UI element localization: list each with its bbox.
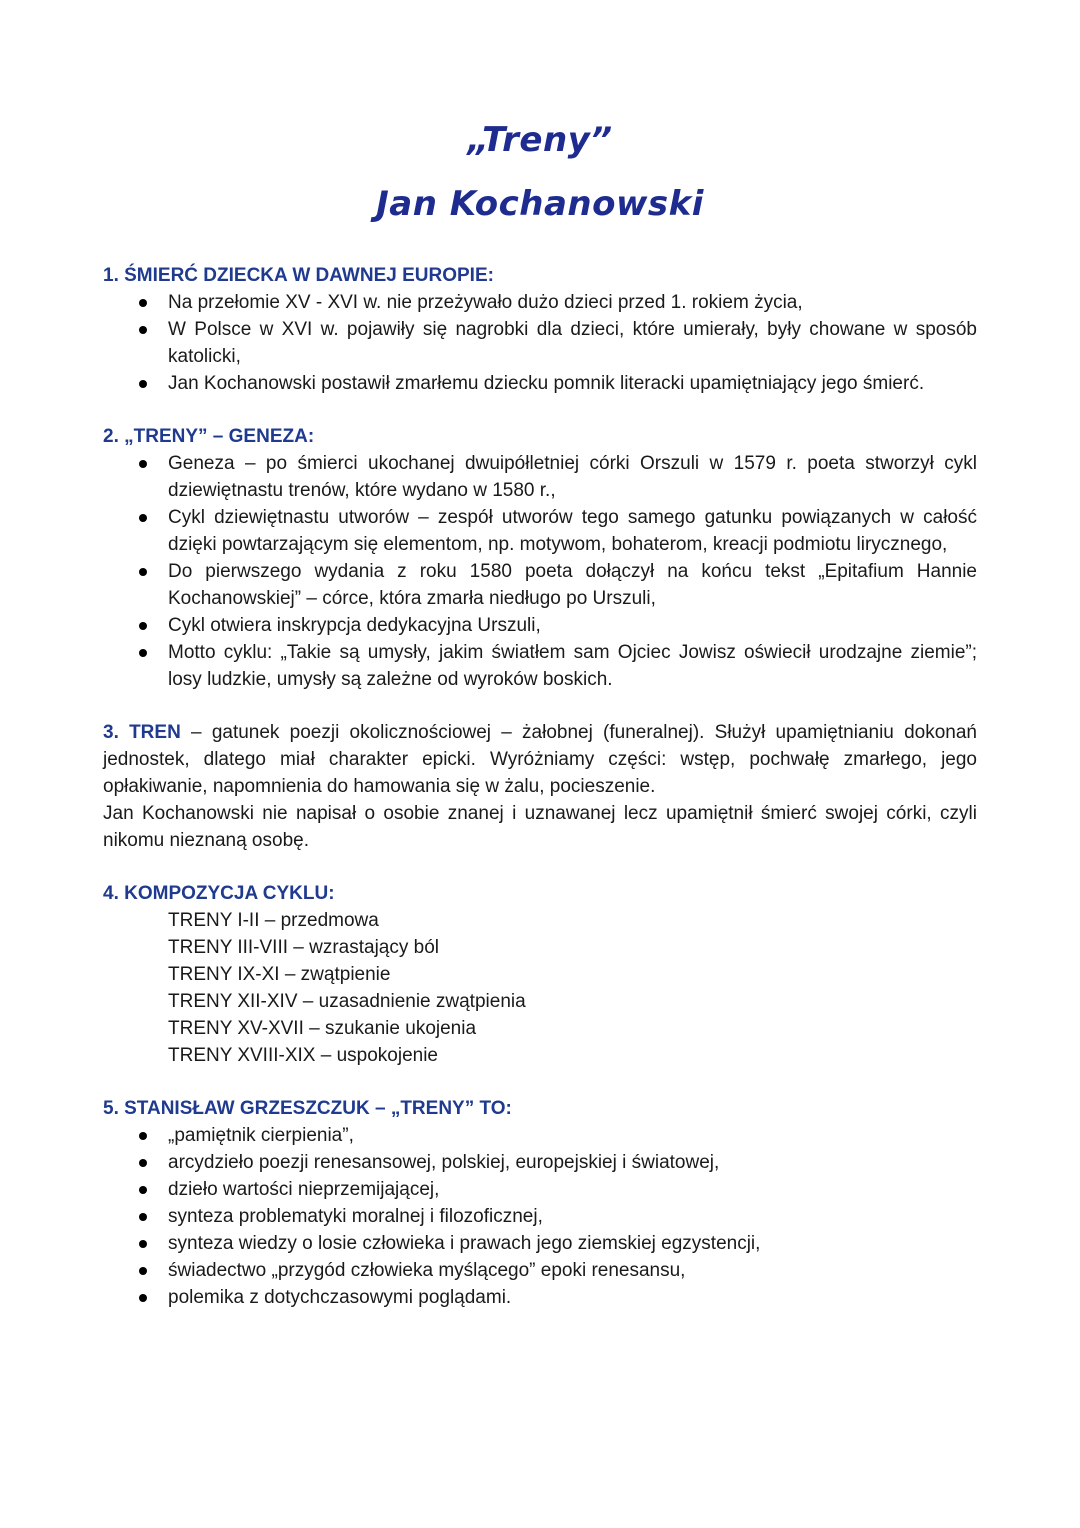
section-4-list	[103, 907, 977, 1069]
section-3-paragraph	[103, 719, 977, 800]
list-item: Jan Kochanowski postawił zmarłemu dziecku pomnik literacki upamiętniający jego śmierć.	[103, 370, 977, 397]
section-3-text: – gatunek poezji okolicznościowej – żałobnej (funeralnej). Służył upamiętnianiu dokonań jednostek, dlatego miał charakter epicki. Wyróżniamy części: wstęp, pochwałę zmarłego, jego opłakiwanie, napomnienia do hamowania się w żalu, pocieszenie.	[103, 722, 977, 797]
bullet-icon	[139, 1186, 147, 1194]
section-3-heading: 3. TREN	[103, 722, 181, 743]
list-item: świadectwo „przygód człowieka myślącego” epoki renesansu,	[103, 1257, 977, 1284]
bullet-icon	[139, 649, 147, 657]
section-5	[103, 1095, 977, 1311]
list-item: Do pierwszego wydania z roku 1580 poeta dołączył na końcu tekst „Epitafium Hannie Kochanowskiej” – córce, która zmarła niedługo po Urszuli,	[103, 558, 977, 612]
bullet-icon	[139, 460, 147, 468]
bullet-icon	[139, 514, 147, 522]
section-3-paragraph-2: Jan Kochanowski nie napisał o osobie znanej i uznawanej lecz upamiętnił śmierć swojej córki, czyli nikomu nieznaną osobę.	[103, 803, 977, 851]
bullet-icon	[139, 299, 147, 307]
list-item: TRENY XII-XIV – uzasadnienie zwątpienia	[168, 991, 526, 1012]
list-item: Motto cyklu: „Takie są umysły, jakim światłem sam Ojciec Jowisz oświecił urodzajne ziemie”; losy ludzkie, umysły są zależne od wyroków boskich.	[103, 639, 977, 693]
section-4-heading: 4. KOMPOZYCJA CYKLU:	[103, 883, 335, 904]
section-3	[103, 719, 977, 854]
list-item: TRENY IX-XI – zwątpienie	[168, 964, 391, 985]
list-item: Cykl otwiera inskrypcja dedykacyjna Urszuli,	[103, 612, 977, 639]
section-1-list	[103, 289, 977, 397]
document-title	[0, 108, 1080, 236]
list-item: polemika z dotychczasowymi poglądami.	[103, 1284, 977, 1311]
bullet-icon	[139, 1159, 147, 1167]
list-item: synteza wiedzy o losie człowieka i prawach jego ziemskiej egzystencji,	[103, 1230, 977, 1257]
bullet-icon	[139, 380, 147, 388]
title-work: „Treny”	[467, 120, 613, 160]
section-5-list	[103, 1122, 977, 1311]
section-1	[103, 262, 977, 397]
section-5-heading: 5. STANISŁAW GRZESZCZUK – „TRENY” TO:	[103, 1098, 512, 1119]
list-item: Na przełomie XV - XVI w. nie przeżywało dużo dzieci przed 1. rokiem życia,	[103, 289, 977, 316]
list-item: dzieło wartości nieprzemijającej,	[103, 1176, 977, 1203]
section-1-heading: 1. ŚMIERĆ DZIECKA W DAWNEJ EUROPIE:	[103, 265, 494, 286]
list-item: TRENY III-VIII – wzrastający ból	[168, 937, 440, 958]
list-item: „pamiętnik cierpienia”,	[103, 1122, 977, 1149]
list-item: Cykl dziewiętnastu utworów – zespół utworów tego samego gatunku powiązanych w całość dzięki powtarzającym się elementom, np. motywom, bohaterom, kreacji podmiotu lirycznego,	[103, 504, 977, 558]
title-author: Jan Kochanowski	[376, 184, 704, 224]
section-2	[103, 423, 977, 693]
list-item: Geneza – po śmierci ukochanej dwuipółletniej córki Orszuli w 1579 r. poeta stworzył cykl dziewiętnastu trenów, które wydano w 1580 r.,	[103, 450, 977, 504]
bullet-icon	[139, 568, 147, 576]
list-item: TRENY XV-XVII – szukanie ukojenia	[168, 1018, 477, 1039]
section-2-list	[103, 450, 977, 693]
bullet-icon	[139, 1213, 147, 1221]
list-item: TRENY XVIII-XIX – uspokojenie	[168, 1045, 438, 1066]
document-body	[103, 262, 977, 1337]
bullet-icon	[139, 1240, 147, 1248]
bullet-icon	[139, 1267, 147, 1275]
list-item: synteza problematyki moralnej i filozoficznej,	[103, 1203, 977, 1230]
list-item: TRENY I-II – przedmowa	[168, 910, 379, 931]
list-item: W Polsce w XVI w. pojawiły się nagrobki dla dzieci, które umierały, były chowane w sposób katolicki,	[103, 316, 977, 370]
bullet-icon	[139, 326, 147, 334]
bullet-icon	[139, 1294, 147, 1302]
list-item: arcydzieło poezji renesansowej, polskiej, europejskiej i światowej,	[103, 1149, 977, 1176]
section-4	[103, 880, 977, 1069]
bullet-icon	[139, 622, 147, 630]
section-2-heading: 2. „TRENY” – GENEZA:	[103, 426, 315, 447]
bullet-icon	[139, 1132, 147, 1140]
